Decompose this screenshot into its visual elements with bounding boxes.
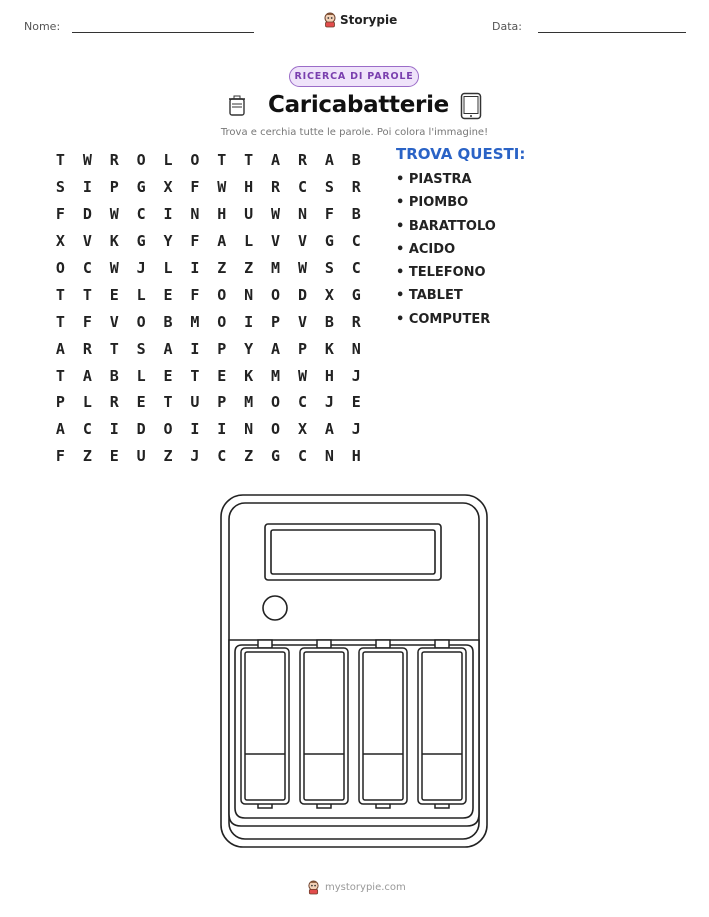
grid-letter[interactable]: A [163,339,173,358]
storypie-mascot-icon [323,12,337,28]
grid-letter[interactable]: V [82,232,92,251]
grid-letter[interactable]: P [217,393,227,412]
grid-letter[interactable]: I [109,420,119,439]
grid-letter[interactable]: T [217,151,227,170]
grid-letter[interactable]: W [109,205,119,224]
grid-letter[interactable]: T [55,366,65,385]
grid-letter[interactable]: Z [217,259,227,277]
grid-row [47,228,370,255]
grid-letter[interactable]: V [297,312,307,331]
grid-row [47,147,370,174]
grid-letter[interactable]: N [351,339,361,358]
grid-letter[interactable]: F [55,447,65,466]
grid-letter[interactable]: G [324,232,334,251]
grid-letter[interactable]: M [190,312,200,331]
grid-letter[interactable]: T [244,151,254,170]
grid-letter[interactable]: J [351,420,361,439]
grid-letter[interactable]: W [271,205,281,224]
grid-letter[interactable]: N [244,285,254,304]
grid-letter[interactable]: M [271,259,281,277]
grid-letter[interactable]: A [55,420,65,439]
grid-letter[interactable]: J [136,259,146,277]
grid-letter[interactable]: H [217,205,227,224]
grid-letter[interactable]: I [190,339,200,358]
grid-letter[interactable]: G [136,178,146,197]
grid-letter[interactable]: P [297,339,307,358]
grid-letter[interactable]: R [351,312,361,331]
grid-letter[interactable]: E [136,393,146,412]
instructions: Trova e cerchia tutte le parole. Poi colora l'immagine! [220,127,489,138]
grid-letter[interactable]: C [136,205,146,224]
grid-letter[interactable]: O [136,151,146,170]
name-field[interactable] [72,32,254,33]
grid-letter[interactable]: D [136,420,146,439]
grid-letter[interactable]: A [82,366,92,385]
grid-row [47,335,370,362]
grid-letter[interactable]: E [109,285,119,304]
word-list-item: • PIASTRA [396,172,472,187]
grid-letter[interactable]: V [109,312,119,331]
grid-letter[interactable]: W [297,366,307,385]
grid-letter[interactable]: P [217,339,227,358]
grid-letter[interactable]: C [351,232,361,251]
word-list-item: • BARATTOLO [396,218,496,234]
grid-letter[interactable]: O [55,259,65,277]
grid-letter[interactable]: T [55,151,65,170]
grid-letter[interactable]: C [297,447,307,466]
grid-row [47,255,370,282]
grid-letter[interactable]: W [109,259,119,277]
grid-letter[interactable]: F [324,205,334,224]
grid-letter[interactable]: R [109,151,119,170]
grid-letter[interactable]: L [136,366,146,385]
grid-letter[interactable]: Z [163,447,173,466]
grid-letter[interactable]: X [297,420,307,439]
grid-letter[interactable]: S [55,178,65,197]
grid-letter[interactable]: B [351,205,361,224]
grid-letter[interactable]: T [190,366,200,385]
storypie-mascot-icon [307,880,320,895]
tablet-icon [460,92,482,120]
grid-letter[interactable]: C [82,259,92,277]
brand-logo [323,12,397,28]
grid-letter[interactable]: L [163,151,173,170]
grid-letter[interactable]: O [271,393,281,412]
grid-letter[interactable]: H [351,447,361,466]
grid-letter[interactable]: E [163,366,173,385]
grid-row [47,281,370,308]
grid-letter[interactable]: X [163,178,173,197]
grid-letter[interactable]: C [217,447,227,466]
word-list [396,172,496,335]
grid-letter[interactable]: I [217,420,227,439]
grid-letter[interactable]: R [351,178,361,197]
grid-letter[interactable]: X [55,232,65,251]
word-search-grid[interactable] [47,147,370,470]
grid-letter[interactable]: E [163,285,173,304]
grid-letter[interactable]: E [217,366,227,385]
word-list-item: • TABLET [396,288,463,304]
grid-letter[interactable]: M [271,366,281,385]
grid-letter[interactable]: I [244,312,254,331]
grid-letter[interactable]: P [109,178,119,197]
grid-letter[interactable]: N [190,205,200,224]
grid-letter[interactable]: F [190,178,200,197]
page-title: Caricabatterie [268,92,449,118]
grid-letter[interactable]: R [271,178,281,197]
grid-letter[interactable]: E [351,393,361,412]
grid-letter[interactable]: R [82,339,92,358]
grid-row [47,308,370,335]
grid-letter[interactable]: T [82,285,92,304]
brand-name: Storypie [340,13,398,27]
grid-letter[interactable]: G [271,447,281,466]
grid-letter[interactable]: C [297,393,307,412]
grid-letter[interactable]: U [244,205,254,224]
grid-letter[interactable]: L [136,285,146,304]
grid-letter[interactable]: U [136,447,146,466]
grid-letter[interactable]: L [244,232,254,251]
grid-letter[interactable]: F [190,285,200,304]
grid-letter[interactable]: G [136,232,146,251]
date-label: Data: [492,20,522,33]
grid-letter[interactable]: H [244,178,254,197]
grid-row [47,174,370,201]
grid-letter[interactable]: V [271,232,281,251]
grid-letter[interactable]: A [271,151,281,170]
grid-letter[interactable]: D [297,285,307,304]
footer-url[interactable]: mystorypie.com [325,882,406,893]
grid-letter[interactable]: N [297,205,307,224]
grid-letter[interactable]: P [271,312,281,331]
grid-letter[interactable]: B [351,151,361,170]
battery-jar-icon [226,95,248,117]
grid-letter[interactable]: C [297,178,307,197]
grid-letter[interactable]: C [82,420,92,439]
grid-letter[interactable]: M [244,393,254,412]
grid-letter[interactable]: P [55,393,65,412]
grid-letter[interactable]: K [109,232,119,251]
battery-charger-illustration [219,492,489,852]
grid-row [47,362,370,389]
grid-row [47,416,370,443]
grid-letter[interactable]: R [109,393,119,412]
grid-letter[interactable]: W [217,178,227,197]
grid-letter[interactable]: N [244,420,254,439]
grid-letter[interactable]: L [163,259,173,277]
grid-letter[interactable]: T [55,312,65,331]
grid-letter[interactable]: C [351,259,361,277]
grid-letter[interactable]: B [109,366,119,385]
grid-letter[interactable]: I [82,178,92,197]
grid-letter[interactable]: W [297,259,307,277]
grid-letter[interactable]: O [163,420,173,439]
grid-letter[interactable]: H [324,366,334,385]
grid-row [47,389,370,416]
grid-letter[interactable]: A [324,420,334,439]
grid-letter[interactable]: V [297,232,307,251]
word-list-item: • COMPUTER [396,311,491,327]
word-list-item: • TELEFONO [396,265,486,281]
grid-letter[interactable]: Z [244,447,254,466]
word-list-item: • PIOMBO [396,195,469,211]
grid-letter[interactable]: S [324,178,334,197]
grid-letter[interactable]: U [190,393,200,412]
grid-letter[interactable]: A [324,151,334,170]
word-list-item: • ACIDO [396,241,456,257]
grid-letter[interactable]: J [351,366,361,385]
grid-letter[interactable]: J [324,393,334,412]
grid-letter[interactable]: O [271,420,281,439]
activity-badge: RICERCA DI PAROLE [289,66,419,87]
grid-letter[interactable]: F [190,232,200,251]
grid-letter[interactable]: F [82,312,92,331]
grid-letter[interactable]: G [351,285,361,304]
grid-letter[interactable]: X [324,285,334,304]
grid-letter[interactable]: I [190,259,200,277]
grid-letter[interactable]: O [217,312,227,331]
grid-letter[interactable]: O [217,285,227,304]
grid-letter[interactable]: N [324,447,334,466]
grid-letter[interactable]: K [244,366,254,385]
grid-letter[interactable]: F [55,205,65,224]
grid-letter[interactable]: Z [244,259,254,277]
word-list-title: TROVA QUESTI: [396,145,526,163]
footer [307,880,406,895]
grid-letter[interactable]: L [82,393,92,412]
grid-letter[interactable]: O [271,285,281,304]
grid-letter[interactable]: O [136,312,146,331]
grid-letter[interactable]: S [324,259,334,277]
grid-letter[interactable]: T [163,393,173,412]
date-field[interactable] [538,32,686,33]
grid-letter[interactable]: S [136,339,146,358]
grid-letter[interactable]: I [190,420,200,439]
grid-letter[interactable]: D [82,205,92,224]
grid-row [47,443,370,470]
grid-letter[interactable]: A [55,339,65,358]
grid-letter[interactable]: Z [82,447,92,466]
grid-letter[interactable]: B [324,312,334,331]
grid-letter[interactable]: W [82,151,92,170]
grid-letter[interactable]: Y [163,232,173,251]
grid-letter[interactable]: K [324,339,334,358]
grid-letter[interactable]: R [297,151,307,170]
grid-letter[interactable]: Y [244,339,254,358]
grid-row [47,201,370,228]
grid-letter[interactable]: B [163,312,173,331]
name-label: Nome: [24,20,61,33]
grid-letter[interactable]: I [163,205,173,224]
grid-letter[interactable]: A [217,232,227,251]
grid-letter[interactable]: J [190,447,200,466]
grid-letter[interactable]: T [109,339,119,358]
grid-letter[interactable]: O [190,151,200,170]
grid-letter[interactable]: E [109,447,119,466]
grid-letter[interactable]: T [55,285,65,304]
grid-letter[interactable]: A [271,339,281,358]
